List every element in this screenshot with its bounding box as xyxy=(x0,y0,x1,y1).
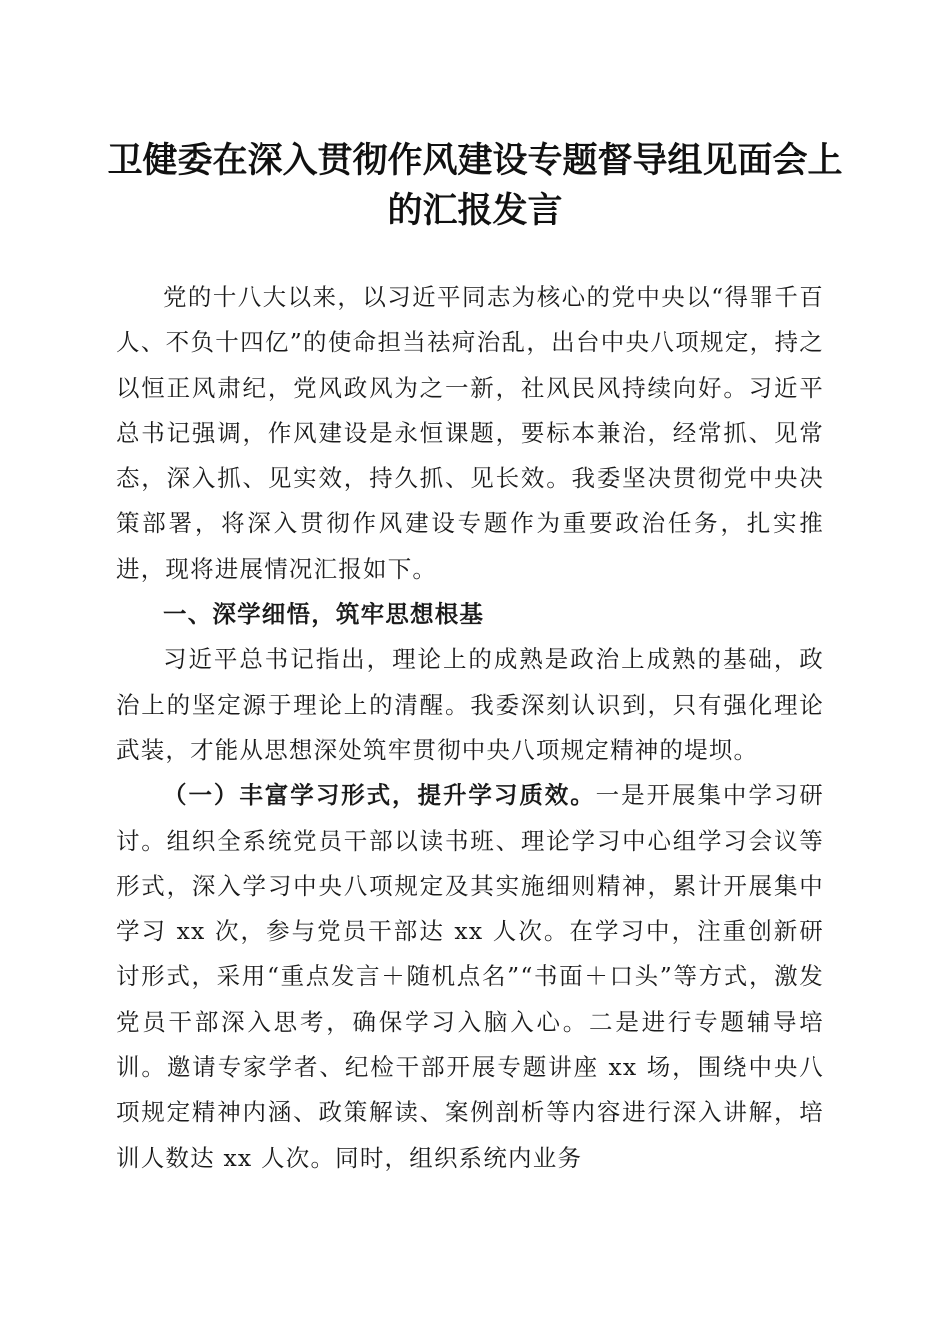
document-body xyxy=(116,275,824,1181)
section-1-paragraph: 习近平总书记指出，理论上的成熟是政治上成熟的基础，政治上的坚定源于理论上的清醒。我委深刻认识到，只有强化理论武装，才能从思想深处筑牢贯彻中央八项规定精神的堤坝。 xyxy=(116,645,824,764)
section-heading-1: 一、深学细悟，筑牢思想根基 xyxy=(163,600,485,629)
intro-paragraph: 党的十八大以来，以习近平同志为核心的党中央以“得罪千百人、不负十四亿”的使命担当祛疴治乱，出台中央八项规定，持之以恒正风肃纪，党风政风为之一新，社风民风持续向好。习近平总书记强调，作风建设是永恒课题，要标本兼治，经常抓、见常态，深入抓、见实效，持久抓、见长效。我委坚决贯彻党中央决策部署，将深入贯彻作风建设专题作为重要政治任务，扎实推进，现将进展情况汇报如下。 xyxy=(116,283,824,583)
subsection-1-lead: （一）丰富学习形式，提升学习质效。 xyxy=(163,781,596,810)
subsection-1-text: 一是开展集中学习研讨。组织全系统党员干部以读书班、理论学习中心组学习会议等形式，深入学习中央八项规定及其实施细则精神，累计开展集中学习 xx 次，参与党员干部达 xx 人次。在学习中，注重创新研讨形式，采用“重点发言＋随机点名”“书面＋口头”等方式，激发党员干部深入思考，确保学习入脑入心。二是进行专题辅导培训。邀请专家学者、纪检干部开展专题讲座 xx 场，围绕中央八项规定精神内涵、政策解读、案例剖析等内容进行深入讲解，培训人数达 xx 人次。同时，组织系统内业务 xyxy=(116,781,824,1172)
document-title: 卫健委在深入贯彻作风建设专题督导组见面会上的汇报发言 xyxy=(107,140,843,231)
subsection-1-paragraph xyxy=(116,773,824,1181)
